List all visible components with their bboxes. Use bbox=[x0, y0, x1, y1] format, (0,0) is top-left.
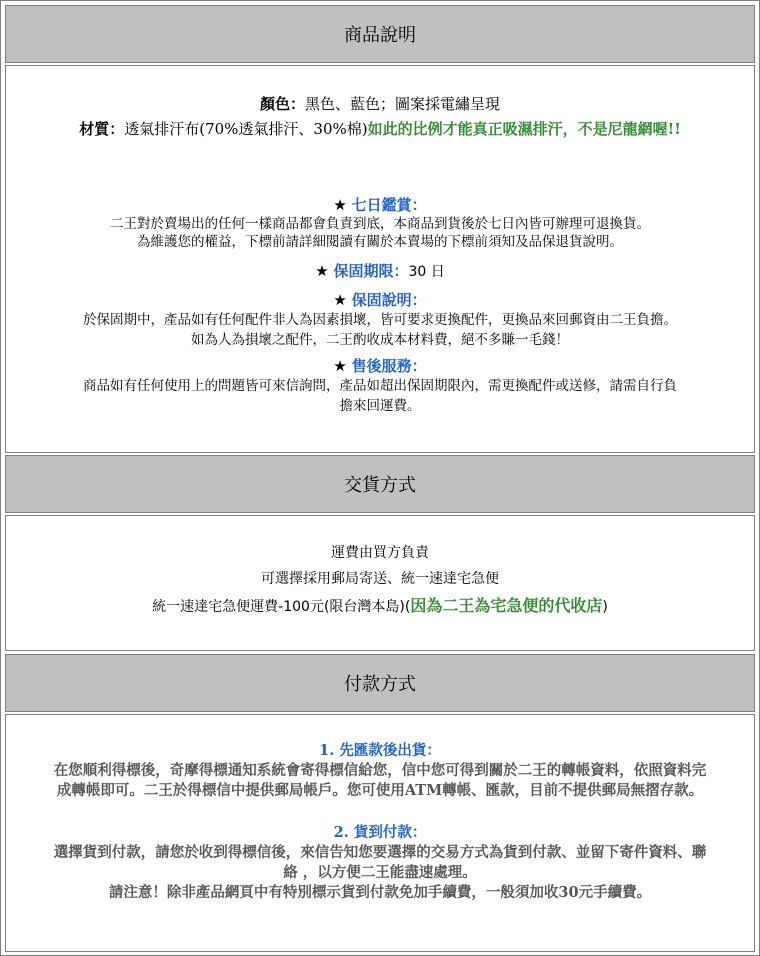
star-icon: ★ bbox=[315, 262, 329, 280]
delivery-line1: 運費由買方負責 bbox=[331, 545, 429, 561]
method2-line1: 選擇貨到付款，請您於收到得標信後，來信告知您要選擇的交易方式為貨到付款、並留下寄件資料、聯 bbox=[53, 844, 707, 861]
warranty-period-title: 保固期限： bbox=[333, 262, 409, 280]
delivery-fee-text: 統一速達宅急便運費-100元(限台灣本島)( bbox=[152, 599, 411, 615]
appraisal-title: 七日鑑賞： bbox=[351, 196, 427, 214]
method2-title: 2. 貨到付款： bbox=[333, 824, 427, 841]
warranty-period-line bbox=[6, 261, 754, 282]
appraisal-title-line bbox=[6, 195, 754, 215]
material-line bbox=[6, 118, 754, 140]
star-icon: ★ bbox=[333, 196, 347, 214]
delivery-line2: 可選擇採用郵局寄送、統一速達宅急便 bbox=[261, 571, 499, 587]
warranty-desc-line1: 於保固期中，產品如有任何配件非人為因素損壞，皆可要求更換配件，更換品來回郵資由二王負擔。 bbox=[83, 312, 677, 328]
material-note: 如此的比例才能真正吸濕排汗，不是尼龍網喔!! bbox=[367, 120, 681, 138]
warranty-desc-title: 保固說明： bbox=[351, 291, 427, 309]
service-line2: 擔來回運費。 bbox=[339, 398, 421, 414]
section-header-payment bbox=[5, 654, 755, 712]
color-value: 黑色、藍色；圖案採電繡呈現 bbox=[305, 95, 501, 113]
color-label: 顏色： bbox=[259, 95, 305, 113]
delivery-line3 bbox=[6, 594, 754, 619]
section-header-delivery bbox=[5, 455, 755, 513]
method2-line3: 請注意！除非產品網頁中有特別標示貨到付款免加手續費，一般須加收30元手續費。 bbox=[108, 884, 652, 901]
service-line1: 商品如有任何使用上的問題皆可來信詢問，產品如超出保固期限內，需更換配件或送修，請需自行負 bbox=[83, 378, 677, 394]
delivery-box bbox=[5, 515, 755, 651]
payment-box bbox=[5, 714, 755, 952]
section-title-delivery: 交貨方式 bbox=[344, 475, 416, 496]
method1-line1: 在您順利得標後，奇摩得標通知系統會寄得標信給您，信中您可得到關於二王的轉帳資料，依照資料完 bbox=[53, 762, 707, 779]
warranty-desc-title-line bbox=[6, 290, 754, 310]
star-icon: ★ bbox=[333, 291, 347, 309]
section-title-product: 商品說明 bbox=[344, 25, 416, 46]
delivery-fee-note: 因為二王為宅急便的代收店 bbox=[410, 596, 603, 615]
service-title-line bbox=[6, 356, 754, 376]
section-header-product bbox=[5, 5, 755, 63]
delivery-fee-end: ) bbox=[602, 599, 608, 615]
appraisal-line2: 為維護您的權益，下標前請詳細閱讀有關於本賣場的下標前須知及品保退貨說明。 bbox=[137, 234, 623, 250]
product-description-box bbox=[5, 65, 755, 453]
method1-line2: 成轉帳即可。二王於得標信中提供郵局帳戶。您可使用ATM轉帳、匯款，目前不提供郵局無摺存款。 bbox=[56, 782, 704, 799]
appraisal-line1: 二王對於賣場出的任何一樣商品都會負責到底，本商品到貨後於七日內皆可辦理可退換貨。 bbox=[110, 216, 650, 232]
method2-line2: 絡 ，以方便二王能盡速處理。 bbox=[283, 864, 477, 881]
color-line bbox=[6, 93, 754, 115]
method1-title: 1. 先匯款後出貨： bbox=[319, 742, 441, 759]
section-title-payment: 付款方式 bbox=[344, 674, 416, 695]
material-value: 透氣排汗布(70%透氣排汗、30%棉) bbox=[124, 120, 368, 138]
warranty-desc-line2: 如為人為損壞之配件，二王酌收成本材料費，絕不多賺一毛錢！ bbox=[191, 332, 569, 348]
star-icon: ★ bbox=[333, 357, 347, 375]
material-label: 材質： bbox=[79, 120, 125, 138]
warranty-period-value: 30 日 bbox=[408, 264, 445, 280]
service-title: 售後服務： bbox=[351, 357, 427, 375]
